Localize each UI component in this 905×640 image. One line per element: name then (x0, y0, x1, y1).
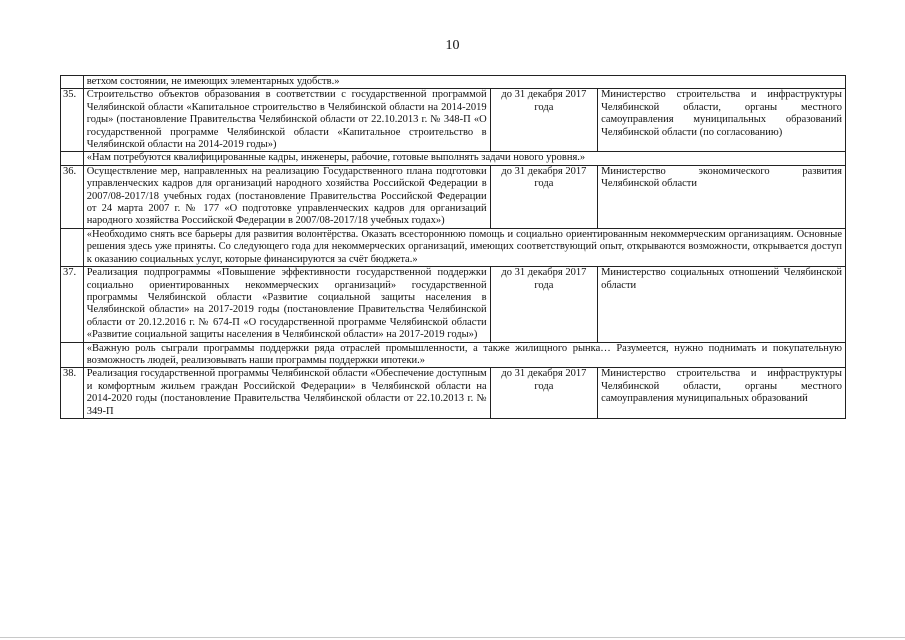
responsible-text: Министерство строительства и инфраструктуры Челябинской области, органы местного самоуправления муниципальных образований Челябинской области (по согласованию) (598, 89, 846, 152)
item-number: 38. (61, 368, 84, 419)
scan-edge-line (0, 637, 905, 638)
quote-text: «Важную роль сыграли программы поддержки ряда отраслей промышленности, а также жилищного рынка… Разумеется, нужно поднимать и покупательную возможность людей, реализовывать наши программы поддержки ипотеки.» (83, 342, 845, 368)
table-row (61, 165, 846, 228)
measure-text: Осуществление мер, направленных на реализацию Государственного плана подготовки управленческих кадров для организаций народного хозяйства Российской Федерации в 2007/08-2017/18 учебных годах (постановление Правительства Российской Федерации от 24 марта 2007 г. № 177 «О подготовке управленческих кадров для организаций народного хозяйства Российской Федерации в 2007/08-2017/18 учебных годах») (83, 165, 490, 228)
item-number: 37. (61, 267, 84, 342)
deadline-text: до 31 декабря 2017 года (490, 267, 597, 342)
table-row (61, 368, 846, 419)
measure-text: Строительство объектов образования в соответствии с государственной программой Челябинской области «Капитальное строительство в Челябинской области на 2014-2019 годы» (постановление Правительства Челябинской области от 22.10.2013 г. № 348-П «О государственной программе Челябинской области «Капитальное строительство в Челябинской области на 2014-2019 годы») (83, 89, 490, 152)
responsible-text: Министерство экономического развития Челябинской области (598, 165, 846, 228)
quote-text: ветхом состоянии, не имеющих элементарных удобств.» (83, 76, 845, 89)
measures-table (60, 75, 846, 419)
responsible-text: Министерство строительства и инфраструктуры Челябинской области, органы местного самоуправления муниципальных образований (598, 368, 846, 419)
quote-row (61, 152, 846, 165)
responsible-text: Министерство социальных отношений Челябинской области (598, 267, 846, 342)
empty-number-cell (61, 76, 84, 89)
measure-text: Реализация подпрограммы «Повышение эффективности государственной поддержки социально ориентированных некоммерческих организаций» государственной программы Челябинской области «Развитие социальной защиты населения в Челябинской области» на 2017-2019 годы (постановление Правительства Челябинской области от 20.12.2016 г. № 674-П «О государственной программе Челябинской области «Развитие социальной защиты населения в Челябинской области» на 2017-2019 годы») (83, 267, 490, 342)
deadline-text: до 31 декабря 2017 года (490, 368, 597, 419)
table-row (61, 267, 846, 342)
quote-text: «Нам потребуются квалифицированные кадры, инженеры, рабочие, готовые выполнять задачи нового уровня.» (83, 152, 845, 165)
item-number: 36. (61, 165, 84, 228)
quote-row (61, 342, 846, 368)
quote-row (61, 76, 846, 89)
quote-text: «Необходимо снять все барьеры для развития волонтёрства. Оказать всестороннюю помощь и социально ориентированным некоммерческим организациям. Основные решения здесь уже приняты. Со следующего года для некоммерческих организаций, имеющих соответствующий опыт, открываются возможности, открывается доступ к оказанию социальных услуг, которые финансируются за счёт бюджета.» (83, 228, 845, 266)
quote-row (61, 228, 846, 266)
deadline-text: до 31 декабря 2017 года (490, 165, 597, 228)
measure-text: Реализация государственной программы Челябинской области «Обеспечение доступным и комфортным жильем граждан Российской Федерации» в Челябинской области на 2014-2020 годы (постановление Правительства Челябинской области от 22.10.2013 г. № 349-П (83, 368, 490, 419)
empty-number-cell (61, 228, 84, 266)
deadline-text: до 31 декабря 2017 года (490, 89, 597, 152)
page-number: 10 (445, 38, 460, 53)
table-row (61, 89, 846, 152)
empty-number-cell (61, 152, 84, 165)
item-number: 35. (61, 89, 84, 152)
empty-number-cell (61, 342, 84, 368)
